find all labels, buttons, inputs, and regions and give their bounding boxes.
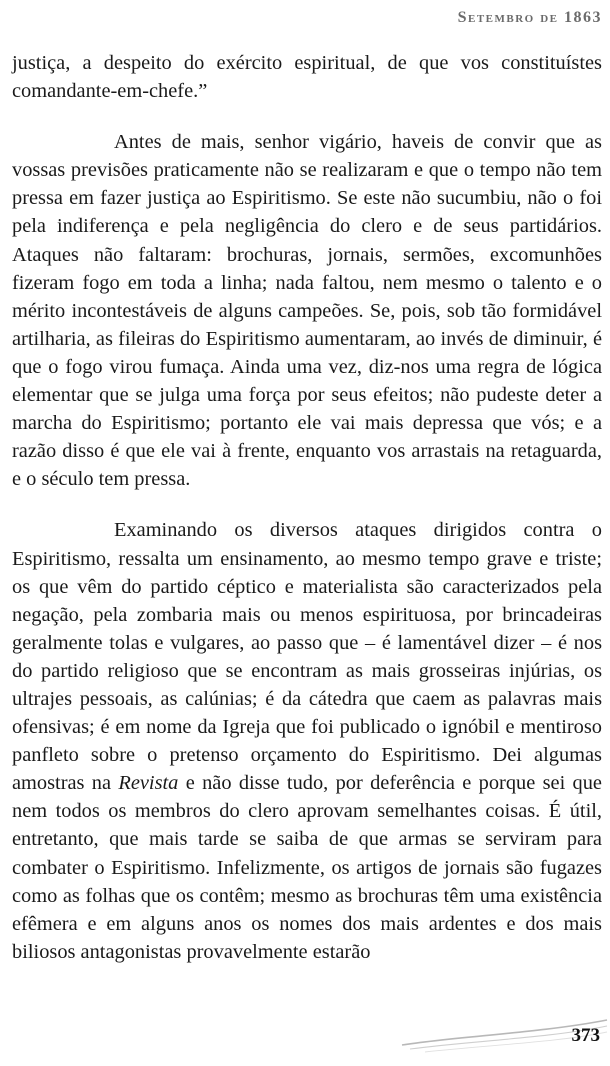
- paragraph-gap: [12, 493, 602, 516]
- paragraph-1: Antes de mais, senhor vigário, haveis de convir que as vossas previsões praticamente não se realizaram e que o tempo não tem pressa em fazer justiça ao Espiritismo. Se este não sucumbiu, não o foi pela indiferença e pela negligência do clero e de seus partidários. Ataques não faltaram: brochuras, jornais, sermões, excomunhões fizeram fogo em toda a linha; nada faltou, nem mesmo o talento e o mérito incontestáveis de alguns campeões. Se, pois, sob tão formidável artilharia, as fileiras do Espiritismo aumentaram, ao invés de diminuir, é que o fogo virou fumaça. Ainda uma vez, diz-nos uma regra de lógica elementar que se julga uma força por seus efeitos; não pudeste deter a marcha do Espiritismo; portanto ele vai mais depressa que vós; e a razão disso é que ele vai à frente, enquanto vos arrastais na retaguarda, e o século tem pressa.: [12, 131, 602, 491]
- paragraph-2-part-2: e não disse tudo, por deferência e porque sei que nem todos os membros do clero aprovam semelhantes coisas. É útil, entretanto, que mais tarde se saiba de que armas se serviram para combater o Espiritismo. Infelizmente, os artigos de jornais são fugazes como as folhas que os contêm; mesmo as brochuras têm uma existência efêmera e em alguns anos os nomes dos mais ardentes e dos mais biliosos antagonistas provavelmente estarão: [12, 772, 602, 963]
- running-head: Setembro de 1863: [457, 9, 602, 26]
- paragraph-continuation: justiça, a despeito do exército espiritual, de que vos constituístes comandante-em-chefe.”: [12, 52, 602, 103]
- paragraph-gap: [12, 105, 602, 128]
- paragraph-2: [12, 516, 602, 966]
- paragraph-2-part-1: Examinando os diversos ataques dirigidos contra o Espiritismo, ressalta um ensinamento, ao mesmo tempo grave e triste; os que vêm do partido céptico e materialista são caracterizados pela negação, pela zombaria mais ou menos espirituosa, por brincadeiras geralmente tolas e vulgares, ao passo que – é lamentável dizer – é nos do partido religioso que se encontram as mais grosseiras injúrias, os ultrajes pessoais, as calúnias; é da cátedra que caem as palavras mais ofensivas; é em nome da Igreja que foi publicado o ignóbil e mentiroso panfleto sobre o pretenso orçamento do Espiritismo. Dei algumas amostras na: [12, 519, 602, 795]
- page-number: 373: [571, 1025, 600, 1046]
- revista-italic: Revista: [118, 772, 179, 795]
- body-text: [12, 49, 602, 966]
